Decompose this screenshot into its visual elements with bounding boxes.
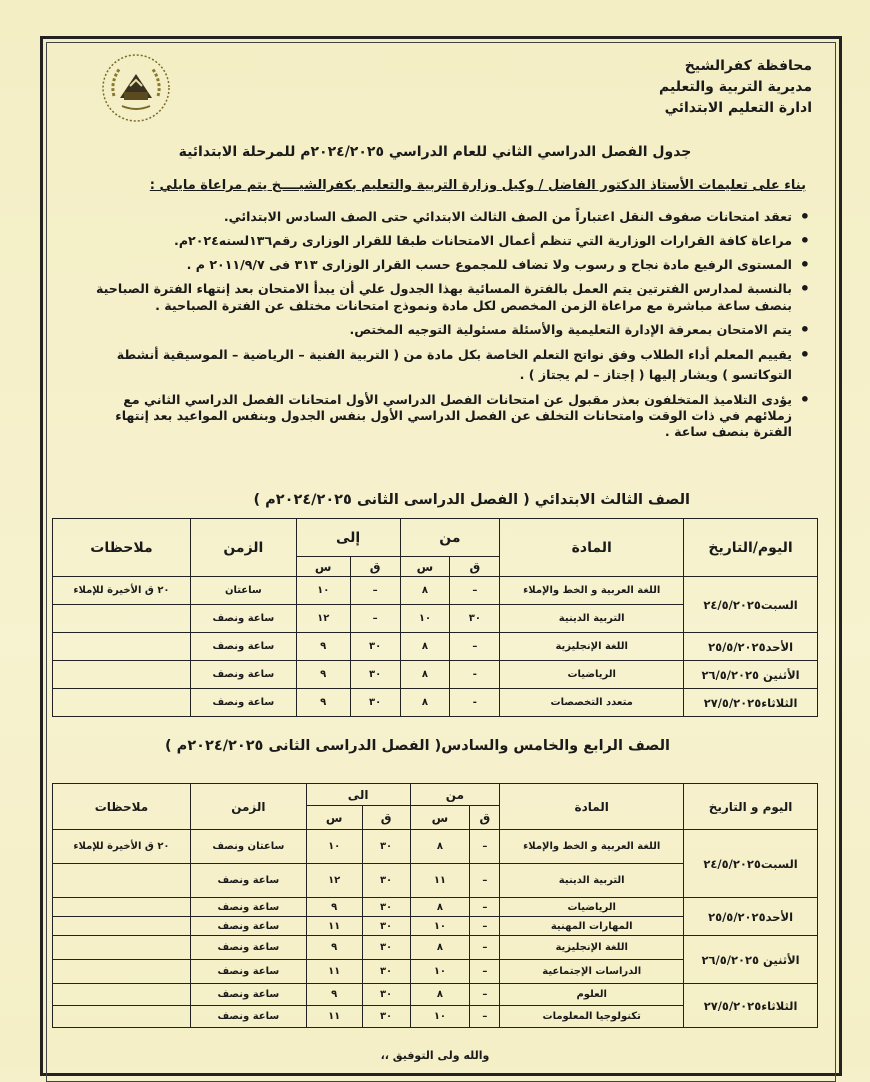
- to-minute-cell: ٣٠: [350, 661, 400, 689]
- closing-line: والله ولى التوفيق ،،: [380, 1049, 490, 1062]
- header-from: من: [410, 784, 500, 806]
- to-hour-cell: ١٢: [296, 605, 350, 633]
- grade3-schedule-table: [52, 518, 818, 717]
- from-minute-cell: -: [450, 689, 500, 717]
- subject-cell: العلوم: [500, 984, 684, 1006]
- subject-cell: الرياضيات: [500, 898, 684, 917]
- rule-item: • يؤدى التلاميذ المتخلفون بعذر مقبول عن امتحانات الفصل الدراسي الأول امتحانات الفصل الدراسي الثاني مع زملائهم في ذات الوقت وامتحانات التخلف عن الفصل الدراسي الأول بنفس الجدول وبنفس المواعيد بعد إنتهاء الفترة بنصف ساعة .: [74, 392, 814, 440]
- to-hour-cell: ٩: [306, 936, 362, 960]
- from-minute-cell: –: [450, 633, 500, 661]
- from-hour-cell: ١٠: [410, 1006, 470, 1028]
- from-hour-cell: ٨: [400, 689, 450, 717]
- subject-cell: التربية الدينية: [500, 605, 684, 633]
- notes-cell: [53, 984, 191, 1006]
- day-cell: الثلاثاء٢٧/٥/٢٠٢٥: [684, 689, 818, 717]
- notes-cell: [53, 960, 191, 984]
- from-minute-cell: ٣٠: [450, 605, 500, 633]
- to-hour-cell: ٩: [296, 689, 350, 717]
- notes-cell: [53, 936, 191, 960]
- intro-line: بناء على تعليمات الأستاذ الدكتور الفاضل / وكيل وزارة التربية والتعليم بكفرالشيــــخ يتم مراعاة مايلي :: [149, 178, 806, 193]
- duration-cell: ساعة ونصف: [190, 960, 306, 984]
- from-hour-cell: ٨: [410, 984, 470, 1006]
- to-hour-cell: ٩: [306, 898, 362, 917]
- table-row: [53, 830, 818, 864]
- to-minute-cell: ٣٠: [350, 633, 400, 661]
- subject-cell: تكنولوجيا المعلومات: [500, 1006, 684, 1028]
- header-subject: المادة: [500, 519, 684, 577]
- from-minute-cell: –: [470, 960, 500, 984]
- duration-cell: ساعة ونصف: [190, 633, 296, 661]
- ministry-logo-icon: [100, 52, 172, 124]
- day-cell: الأحد٢٥/٥/٢٠٢٥: [684, 898, 818, 936]
- header-subject: المادة: [500, 784, 684, 830]
- from-hour-cell: ٨: [400, 633, 450, 661]
- from-hour-cell: ٨: [410, 936, 470, 960]
- to-minute-cell: ٣٠: [362, 936, 410, 960]
- day-cell: الثلاثاء٢٧/٥/٢٠٢٥: [684, 984, 818, 1028]
- to-hour-cell: ١٠: [296, 577, 350, 605]
- to-minute-cell: –: [350, 605, 400, 633]
- subject-cell: متعدد التخصصات: [500, 689, 684, 717]
- administration-name: ادارة التعليم الابتدائي: [664, 100, 812, 116]
- header-minute: ق: [450, 557, 500, 577]
- duration-cell: ساعتان ونصف: [190, 830, 306, 864]
- day-cell: الأثنين ٢٦/٥/٢٠٢٥: [684, 661, 818, 689]
- subject-cell: اللغة الإنجليزية: [500, 633, 684, 661]
- notes-cell: ٢٠ ق الأخيرة للإملاء: [53, 830, 191, 864]
- table-row: [53, 689, 818, 717]
- notes-cell: [53, 661, 191, 689]
- duration-cell: ساعة ونصف: [190, 689, 296, 717]
- rule-item: • يتم الامتحان بمعرفة الإدارة التعليمية والأسئلة مسئولية التوجيه المختص.: [74, 321, 814, 338]
- header-hour: س: [410, 806, 470, 830]
- subject-cell: المهارات المهنية: [500, 917, 684, 936]
- to-minute-cell: ٣٠: [362, 1006, 410, 1028]
- rule-item: • يقييم المعلم أداء الطلاب وفق نواتج التعلم الخاصة بكل مادة من ( التربية الفنية – الرياضية – الموسيقية أنشطة التوكاتسو ) ويشار إليها ( إجتاز – لم يجتاز ) .: [74, 345, 814, 385]
- to-hour-cell: ٩: [296, 633, 350, 661]
- from-minute-cell: –: [470, 984, 500, 1006]
- rule-item: • مراعاة كافة القرارات الوزارية التي تنظم أعمال الامتحانات طبقا للقرار الوزارى رقم١٣٦لسنه٢٠٢٤م.: [74, 232, 814, 249]
- notes-cell: [53, 633, 191, 661]
- header-time: الزمن: [190, 519, 296, 577]
- to-minute-cell: ٣٠: [362, 864, 410, 898]
- duration-cell: ساعة ونصف: [190, 936, 306, 960]
- from-hour-cell: ١١: [410, 864, 470, 898]
- notes-cell: [53, 864, 191, 898]
- from-hour-cell: ٨: [410, 830, 470, 864]
- notes-cell: ٢٠ ق الأخيرة للإملاء: [53, 577, 191, 605]
- notes-cell: [53, 605, 191, 633]
- duration-cell: ساعة ونصف: [190, 917, 306, 936]
- from-hour-cell: ١٠: [410, 917, 470, 936]
- table-row: [53, 577, 818, 605]
- header-hour: س: [306, 806, 362, 830]
- to-hour-cell: ١١: [306, 917, 362, 936]
- duration-cell: ساعة ونصف: [190, 984, 306, 1006]
- duration-cell: ساعة ونصف: [190, 661, 296, 689]
- subject-cell: اللغة العربية و الخط والإملاء: [500, 577, 684, 605]
- day-cell: الأثنين ٢٦/٥/٢٠٢٥: [684, 936, 818, 984]
- table2-title: الصف الرابع والخامس والسادس( الفصل الدراسى الثانى ٢٠٢٤/٢٠٢٥م ): [165, 738, 670, 754]
- duration-cell: ساعة ونصف: [190, 864, 306, 898]
- table-row: [53, 898, 818, 917]
- rule-item: • المستوى الرفيع مادة نجاح و رسوب ولا تضاف للمجموع حسب القرار الوزارى ٣١٣ فى ٢٠١١/٩/٧ م .: [74, 256, 814, 273]
- to-minute-cell: ٣٠: [350, 689, 400, 717]
- duration-cell: ساعتان: [190, 577, 296, 605]
- to-minute-cell: ٣٠: [362, 830, 410, 864]
- rule-item: • بالنسبة لمدارس الفترتين يتم العمل بالفترة المسائية بهذا الجدول علي أن يبدأ الامتحان بعد إنتهاء الفترة الصباحية بنصف ساعة مباشرة مع مراعاة الزمن المخصص لكل مادة ونموذج امتحانات مختلف عن الفترة الصباحية .: [74, 280, 814, 314]
- header-minute: ق: [362, 806, 410, 830]
- duration-cell: ساعة ونصف: [190, 898, 306, 917]
- from-hour-cell: ٨: [410, 898, 470, 917]
- header-from: من: [400, 519, 500, 557]
- to-minute-cell: ٣٠: [362, 917, 410, 936]
- rules-list: [74, 208, 814, 440]
- header-day: اليوم و التاريخ: [684, 784, 818, 830]
- table-row: [53, 633, 818, 661]
- table-row: [53, 984, 818, 1006]
- header-notes: ملاحظات: [53, 519, 191, 577]
- from-minute-cell: –: [470, 864, 500, 898]
- subject-cell: اللغة العربية و الخط والإملاء: [500, 830, 684, 864]
- header-minute: ق: [350, 557, 400, 577]
- header-minute: ق: [470, 806, 500, 830]
- grades4-6-schedule-table: [52, 783, 818, 1028]
- from-minute-cell: –: [470, 917, 500, 936]
- from-minute-cell: –: [470, 898, 500, 917]
- duration-cell: ساعة ونصف: [190, 605, 296, 633]
- subject-cell: الرياضيات: [500, 661, 684, 689]
- to-hour-cell: ١١: [306, 960, 362, 984]
- to-hour-cell: ١١: [306, 1006, 362, 1028]
- to-hour-cell: ٩: [306, 984, 362, 1006]
- header-to: الى: [306, 784, 410, 806]
- day-cell: السبت٢٤/٥/٢٠٢٥: [684, 577, 818, 633]
- header-hour: س: [296, 557, 350, 577]
- notes-cell: [53, 689, 191, 717]
- from-hour-cell: ١٠: [410, 960, 470, 984]
- from-minute-cell: –: [450, 577, 500, 605]
- from-minute-cell: –: [470, 830, 500, 864]
- header-day: اليوم/التاريخ: [684, 519, 818, 577]
- from-minute-cell: –: [470, 936, 500, 960]
- day-cell: السبت٢٤/٥/٢٠٢٥: [684, 830, 818, 898]
- to-minute-cell: ٣٠: [362, 960, 410, 984]
- to-hour-cell: ٩: [296, 661, 350, 689]
- from-hour-cell: ١٠: [400, 605, 450, 633]
- header-to: إلى: [296, 519, 400, 557]
- notes-cell: [53, 898, 191, 917]
- header-block: [552, 56, 812, 119]
- notes-cell: [53, 917, 191, 936]
- from-minute-cell: –: [470, 1006, 500, 1028]
- notes-cell: [53, 1006, 191, 1028]
- to-minute-cell: –: [350, 577, 400, 605]
- header-notes: ملاحظات: [53, 784, 191, 830]
- table-row: [53, 661, 818, 689]
- from-minute-cell: -: [450, 661, 500, 689]
- governorate-name: محافظة كفرالشيخ: [684, 58, 812, 74]
- table-row: [53, 936, 818, 960]
- subject-cell: اللغة الإنجليزية: [500, 936, 684, 960]
- from-hour-cell: ٨: [400, 661, 450, 689]
- header-hour: س: [400, 557, 450, 577]
- to-hour-cell: ١٢: [306, 864, 362, 898]
- rule-item: • تعقد امتحانات صفوف النقل اعتباراً من الصف الثالث الابتدائي حتى الصف السادس الابتدائي.: [74, 208, 814, 225]
- from-hour-cell: ٨: [400, 577, 450, 605]
- document-title: جدول الفصل الدراسي الثاني للعام الدراسي ٢٠٢٤/٢٠٢٥م للمرحلة الابتدائية: [178, 144, 692, 160]
- subject-cell: التربية الدينية: [500, 864, 684, 898]
- to-minute-cell: ٣٠: [362, 898, 410, 917]
- to-hour-cell: ١٠: [306, 830, 362, 864]
- header-time: الزمن: [190, 784, 306, 830]
- table1-title: الصف الثالث الابتدائي ( الفصل الدراسى الثانى ٢٠٢٤/٢٠٢٥م ): [253, 492, 690, 508]
- subject-cell: الدراسات الإجتماعية: [500, 960, 684, 984]
- directorate-name: مديرية التربية والتعليم: [659, 79, 812, 95]
- day-cell: الأحد٢٥/٥/٢٠٢٥: [684, 633, 818, 661]
- duration-cell: ساعة ونصف: [190, 1006, 306, 1028]
- to-minute-cell: ٣٠: [362, 984, 410, 1006]
